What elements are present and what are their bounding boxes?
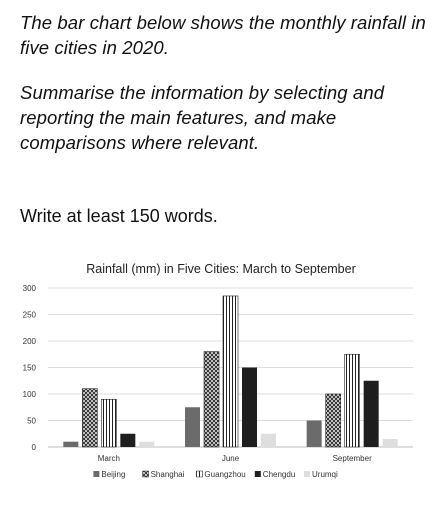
legend-label-urumqi: Urumqi [312,470,338,479]
x-tick-label: September [332,454,372,463]
bar-shanghai-june [204,352,219,447]
legend-label-beijing: Beijing [101,470,126,479]
legend-swatch-guangzhou [196,471,202,477]
bar-urumqi-september [383,439,398,447]
legend-swatch-urumqi [304,471,310,477]
y-tick-label: 300 [22,284,36,293]
task-paragraph-1: The bar chart below shows the monthly rainfall in five cities in 2020. [20,12,426,58]
y-axis-ticks [23,284,37,452]
chart-title: Rainfall (mm) in Five Cities: March to September [86,262,356,276]
bar-guangzhou-march [101,399,116,447]
x-axis-ticks [98,454,372,463]
x-tick-label: June [221,454,240,463]
y-tick-label: 250 [22,310,36,320]
y-tick-label: 150 [22,363,36,373]
bar-urumqi-march [139,442,154,447]
task-prompt [20,10,430,155]
bar-shanghai-september [326,394,341,447]
y-tick-label: 0 [31,443,36,452]
rainfall-bar-chart [0,255,443,495]
word-count-instruction: Write at least 150 words. [20,206,218,226]
y-tick-label: 50 [27,416,36,426]
legend-label-shanghai: Shanghai [150,470,185,479]
bar-shanghai-march [82,389,97,447]
legend-swatch-shanghai [143,471,149,477]
bar-beijing-september [307,421,322,448]
bar-chengdu-march [120,434,135,447]
legend-swatch-chengdu [255,471,261,477]
legend-label-chengdu: Chengdu [262,470,296,479]
legend-label-guangzhou: Guangzhou [204,470,246,479]
task-paragraph-2: Summarise the information by selecting and reporting the main features, and make comparisons where relevant. [20,82,385,153]
chart-legend [93,470,338,479]
x-tick-label: March [97,454,120,463]
y-tick-label: 100 [22,390,36,399]
y-tick-label: 200 [22,337,36,346]
bar-chengdu-june [242,368,257,448]
bar-chengdu-september [364,381,379,447]
bar-guangzhou-september [345,354,360,447]
legend-swatch-beijing [93,471,99,477]
bar-urumqi-june [261,434,276,447]
bar-beijing-march [63,442,78,447]
bars [63,296,397,447]
bar-guangzhou-june [223,296,238,447]
bar-beijing-june [185,407,200,447]
